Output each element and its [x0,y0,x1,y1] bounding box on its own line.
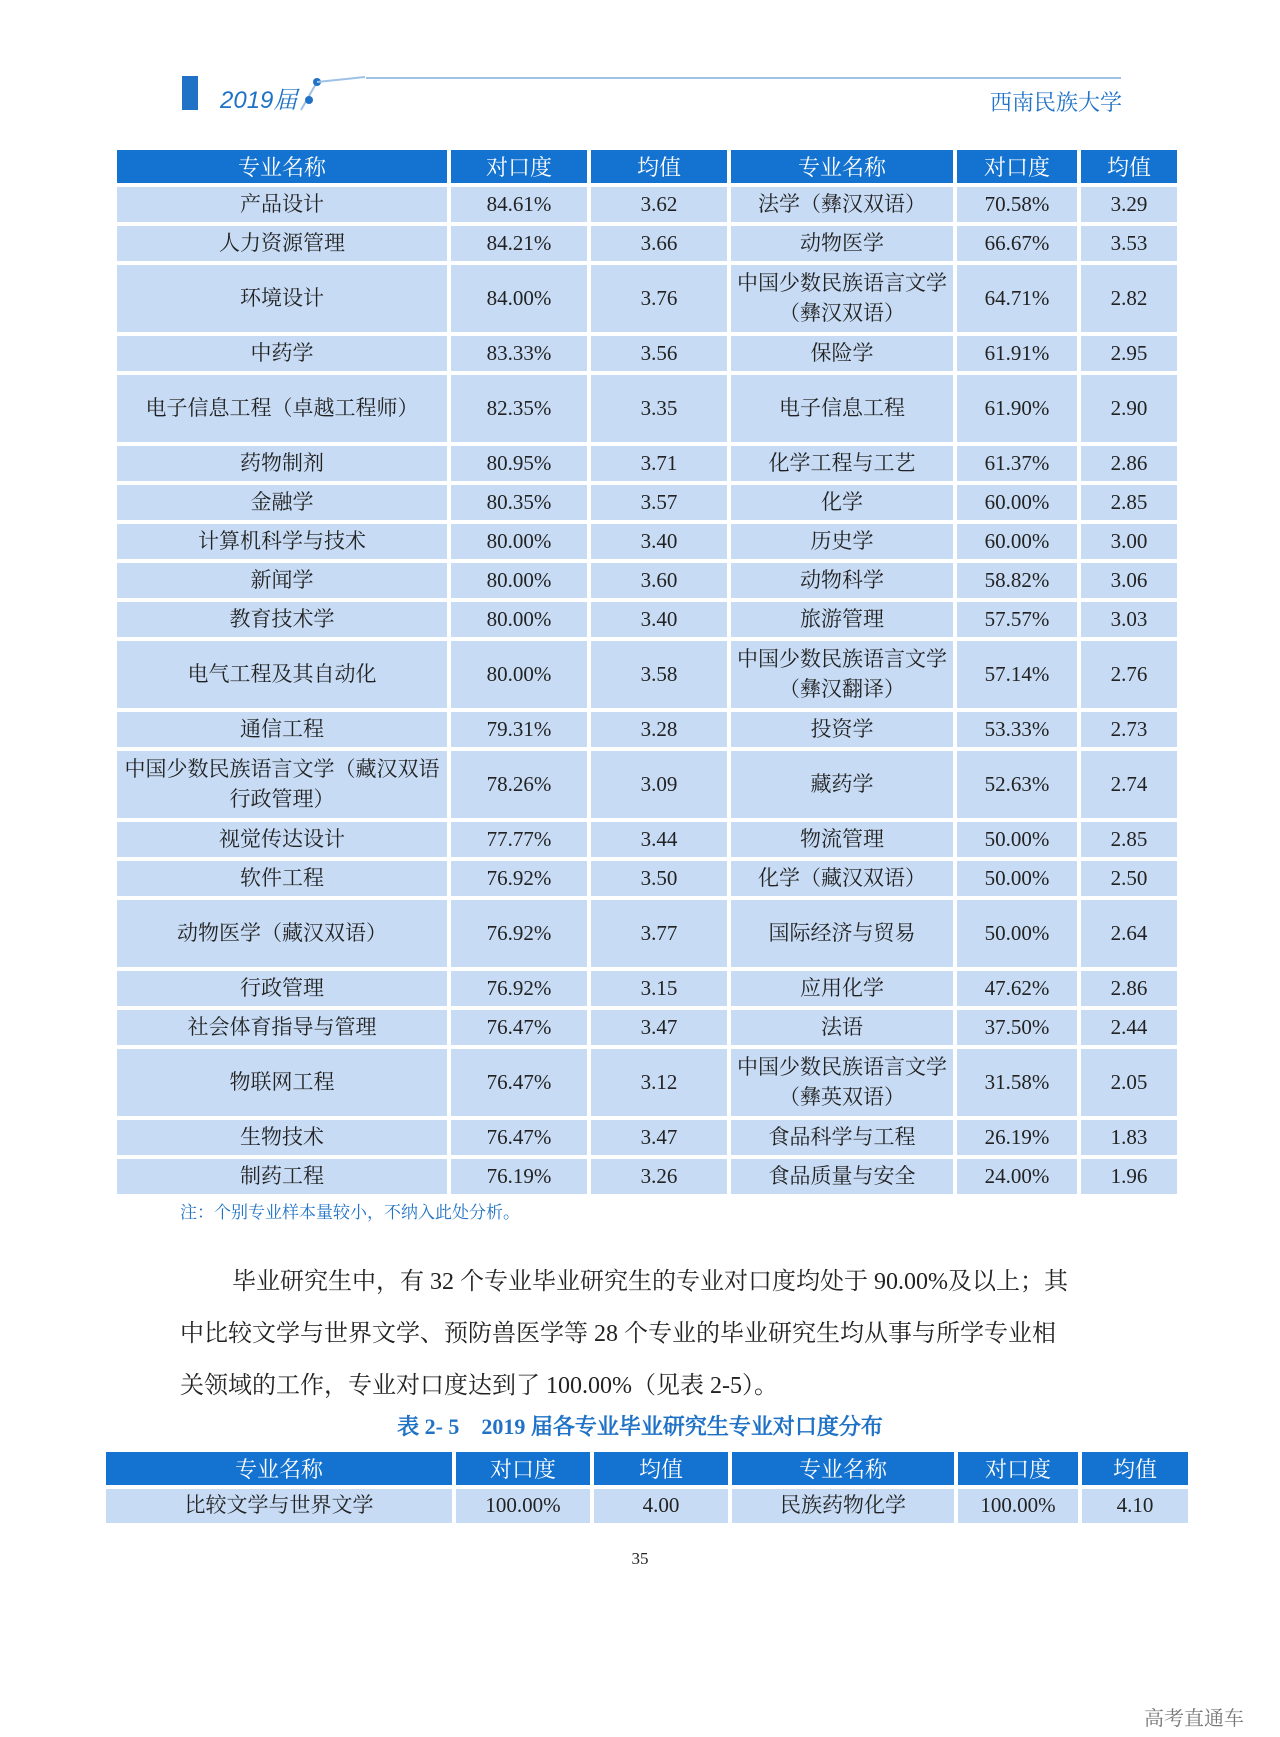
watermark: 高考直通车 [1144,1708,1244,1730]
table-cell: 食品质量与安全 [731,1159,953,1194]
table-cell: 物联网工程 [117,1049,447,1116]
table-cell: 52.63% [957,751,1077,818]
table-cell: 电子信息工程（卓越工程师） [117,375,447,442]
paragraph-line: 关领域的工作，专业对口度达到了 100.00%（见表 2-5）。 [180,1373,778,1399]
table-cell: 2.90 [1081,375,1177,442]
table-cell: 4.00 [594,1489,728,1523]
table-cell: 76.92% [451,971,587,1006]
table-cell: 1.96 [1081,1159,1177,1194]
table-cell: 3.77 [591,900,727,967]
table-row [117,375,1177,442]
table-cell: 动物医学（藏汉双语） [117,900,447,967]
table-cell: 化学 [731,485,953,520]
table-cell: 行政管理 [117,971,447,1006]
column-header: 对口度 [957,150,1077,183]
table-cell: 比较文学与世界文学 [106,1489,452,1523]
table-cell: 3.03 [1081,602,1177,637]
table-row [117,971,1177,1006]
table-cell: 中药学 [117,336,447,371]
table-cell: 76.92% [451,900,587,967]
table-cell: 3.57 [591,485,727,520]
column-header: 对口度 [451,150,587,183]
table-cell: 58.82% [957,563,1077,598]
table-cell: 50.00% [957,822,1077,857]
table-cell: 教育技术学 [117,602,447,637]
table-cell: 3.76 [591,265,727,332]
table-cell: 2.82 [1081,265,1177,332]
table-cell: 1.83 [1081,1120,1177,1155]
table-cell: 66.67% [957,226,1077,261]
table-cell: 3.15 [591,971,727,1006]
table-row [117,712,1177,747]
table-cell: 2.05 [1081,1049,1177,1116]
table-cell: 应用化学 [731,971,953,1006]
table-cell: 76.47% [451,1120,587,1155]
table-cell: 3.00 [1081,524,1177,559]
table-cell: 2.44 [1081,1010,1177,1045]
table-row [117,641,1177,708]
column-header: 对口度 [456,1452,590,1485]
table-cell: 83.33% [451,336,587,371]
table-cell: 人力资源管理 [117,226,447,261]
table-cell: 47.62% [957,971,1077,1006]
table-cell: 电气工程及其自动化 [117,641,447,708]
paragraph-line: 毕业研究生中，有 32 个专业毕业研究生的专业对口度均处于 90.00%及以上；其 [232,1269,1068,1295]
table-cell: 84.21% [451,226,587,261]
column-header: 专业名称 [106,1452,452,1485]
table-cell: 57.57% [957,602,1077,637]
table-cell: 2.85 [1081,485,1177,520]
header-school: 西南民族大学 [989,90,1122,115]
table-cell: 60.00% [957,485,1077,520]
table-cell: 物流管理 [731,822,953,857]
table-cell: 53.33% [957,712,1077,747]
table-cell: 中国少数民族语言文学（彝汉双语） [731,265,953,332]
table-cell: 79.31% [451,712,587,747]
graduate-match-table [102,1448,1192,1527]
table-cell: 80.95% [451,446,587,481]
table-row [117,1120,1177,1155]
body-paragraph [180,1256,1130,1412]
table-cell: 3.50 [591,861,727,896]
table-row [117,602,1177,637]
header-year: 2019届 [220,87,298,114]
table-cell: 80.00% [451,563,587,598]
table-note: 注：个别专业样本量较小，不纳入此处分析。 [180,1203,520,1222]
table-cell: 保险学 [731,336,953,371]
table-cell: 3.44 [591,822,727,857]
table-cell: 旅游管理 [731,602,953,637]
table-cell: 64.71% [957,265,1077,332]
table-cell: 化学（藏汉双语） [731,861,953,896]
page-number: 35 [631,1549,649,1568]
table-row [117,187,1177,222]
table-cell: 金融学 [117,485,447,520]
table-cell: 70.58% [957,187,1077,222]
header-rule [366,77,1121,79]
table-row [117,900,1177,967]
table-row [117,336,1177,371]
table-cell: 历史学 [731,524,953,559]
table-header-row [117,150,1177,183]
table-cell: 动物科学 [731,563,953,598]
table-cell: 77.77% [451,822,587,857]
table-header-row [106,1452,1188,1485]
table-cell: 76.19% [451,1159,587,1194]
table-cell: 中国少数民族语言文学（藏汉双语行政管理） [117,751,447,818]
table-cell: 78.26% [451,751,587,818]
table-cell: 软件工程 [117,861,447,896]
table-cell: 3.28 [591,712,727,747]
table-cell: 计算机科学与技术 [117,524,447,559]
table-cell: 3.29 [1081,187,1177,222]
table-cell: 76.47% [451,1049,587,1116]
table-cell: 80.00% [451,641,587,708]
table-cell: 2.74 [1081,751,1177,818]
table-cell: 社会体育指导与管理 [117,1010,447,1045]
table-cell: 民族药物化学 [732,1489,954,1523]
table-row [117,1010,1177,1045]
header-decoration-icon [295,74,375,114]
table-cell: 3.47 [591,1120,727,1155]
table-cell: 37.50% [957,1010,1077,1045]
table-cell: 61.90% [957,375,1077,442]
table-cell: 84.61% [451,187,587,222]
table-cell: 环境设计 [117,265,447,332]
table-cell: 国际经济与贸易 [731,900,953,967]
major-match-table [113,146,1181,1198]
table-cell: 动物医学 [731,226,953,261]
table-cell: 82.35% [451,375,587,442]
table-cell: 76.92% [451,861,587,896]
table-cell: 3.56 [591,336,727,371]
table-cell: 法语 [731,1010,953,1045]
table-cell: 3.66 [591,226,727,261]
table-cell: 3.47 [591,1010,727,1045]
table-cell: 法学（彝汉双语） [731,187,953,222]
table-cell: 61.91% [957,336,1077,371]
table-cell: 100.00% [958,1489,1078,1523]
table-cell: 61.37% [957,446,1077,481]
table-cell: 藏药学 [731,751,953,818]
table-cell: 26.19% [957,1120,1077,1155]
table-cell: 3.40 [591,524,727,559]
table-cell: 80.00% [451,602,587,637]
paragraph-line: 中比较文学与世界文学、预防兽医学等 28 个专业的毕业研究生均从事与所学专业相 [180,1321,1056,1347]
table-cell: 电子信息工程 [731,375,953,442]
column-header: 专业名称 [732,1452,954,1485]
table-cell: 2.95 [1081,336,1177,371]
table-row [117,751,1177,818]
table-cell: 3.71 [591,446,727,481]
table-caption: 表 2- 5 2019 届各专业毕业研究生专业对口度分布 [397,1414,883,1439]
table-row [117,226,1177,261]
table-cell: 2.76 [1081,641,1177,708]
table-cell: 57.14% [957,641,1077,708]
table-cell: 投资学 [731,712,953,747]
table-row [117,524,1177,559]
column-header: 专业名称 [117,150,447,183]
column-header: 专业名称 [731,150,953,183]
column-header: 均值 [591,150,727,183]
table-cell: 新闻学 [117,563,447,598]
column-header: 均值 [594,1452,728,1485]
table-row [117,1159,1177,1194]
table-row [117,861,1177,896]
table-row [117,822,1177,857]
table-cell: 50.00% [957,900,1077,967]
table-cell: 60.00% [957,524,1077,559]
table-cell: 3.12 [591,1049,727,1116]
table-cell: 31.58% [957,1049,1077,1116]
table-cell: 化学工程与工艺 [731,446,953,481]
table-row [117,563,1177,598]
table-cell: 2.86 [1081,971,1177,1006]
table-cell: 2.73 [1081,712,1177,747]
table-cell: 中国少数民族语言文学（彝英双语） [731,1049,953,1116]
table-cell: 80.00% [451,524,587,559]
column-header: 对口度 [958,1452,1078,1485]
table-row [117,1049,1177,1116]
table-cell: 生物技术 [117,1120,447,1155]
table-cell: 3.60 [591,563,727,598]
column-header: 均值 [1081,150,1177,183]
table-cell: 50.00% [957,861,1077,896]
table-cell: 3.53 [1081,226,1177,261]
table-cell: 76.47% [451,1010,587,1045]
table-cell: 80.35% [451,485,587,520]
table-cell: 24.00% [957,1159,1077,1194]
table-cell: 4.10 [1082,1489,1188,1523]
table-row [117,485,1177,520]
table-cell: 3.06 [1081,563,1177,598]
table-cell: 2.64 [1081,900,1177,967]
table-cell: 3.58 [591,641,727,708]
table-cell: 100.00% [456,1489,590,1523]
table-row [117,446,1177,481]
table-cell: 产品设计 [117,187,447,222]
table-cell: 3.09 [591,751,727,818]
table-cell: 通信工程 [117,712,447,747]
table-cell: 中国少数民族语言文学（彝汉翻译） [731,641,953,708]
table-cell: 3.62 [591,187,727,222]
table-cell: 3.40 [591,602,727,637]
table-cell: 2.86 [1081,446,1177,481]
table-row [117,265,1177,332]
table-cell: 3.26 [591,1159,727,1194]
table-cell: 药物制剂 [117,446,447,481]
table-cell: 制药工程 [117,1159,447,1194]
table-cell: 2.85 [1081,822,1177,857]
table-cell: 84.00% [451,265,587,332]
table-row [106,1489,1188,1523]
table-cell: 视觉传达设计 [117,822,447,857]
column-header: 均值 [1082,1452,1188,1485]
table-cell: 3.35 [591,375,727,442]
header-bar [182,76,198,110]
table-cell: 食品科学与工程 [731,1120,953,1155]
table-cell: 2.50 [1081,861,1177,896]
